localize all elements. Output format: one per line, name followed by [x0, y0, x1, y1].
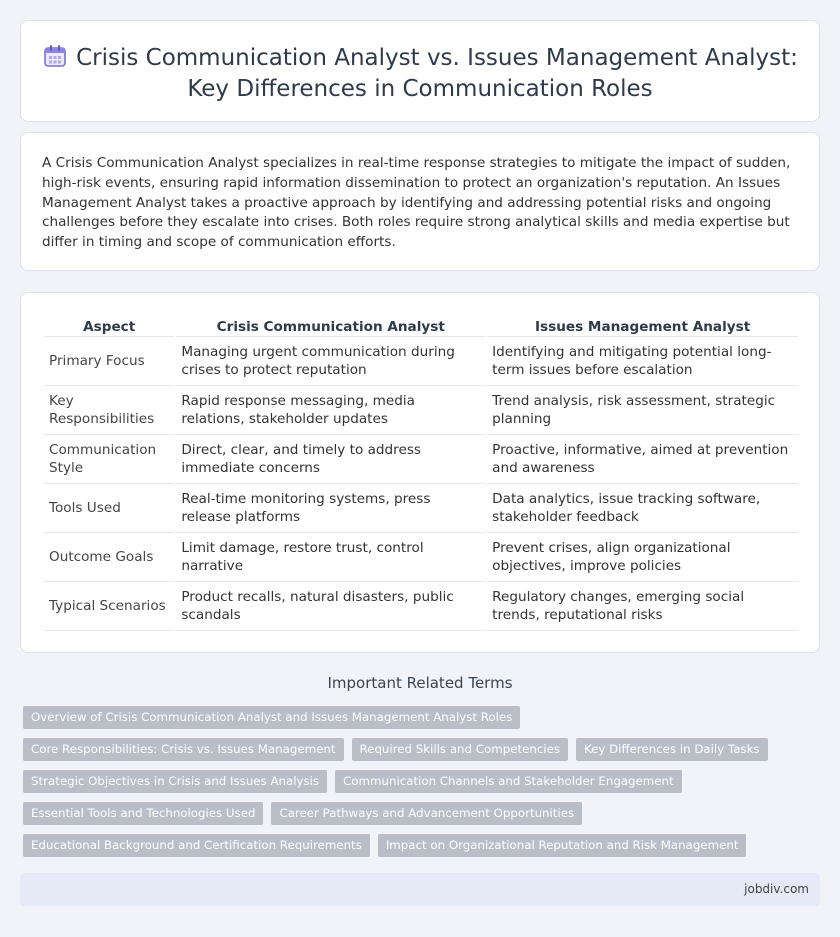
- intro-card: [20, 132, 820, 271]
- table-row: [44, 533, 798, 582]
- table-row: [44, 435, 798, 484]
- related-term-tag[interactable]: Required Skills and Competencies: [352, 738, 568, 761]
- crisis-cell: Rapid response messaging, media relations, stakeholder updates: [176, 386, 485, 435]
- related-term-tag[interactable]: Essential Tools and Technologies Used: [23, 802, 263, 825]
- related-term-tag[interactable]: Educational Background and Certification Requirements: [23, 834, 370, 857]
- aspect-cell: Outcome Goals: [44, 533, 174, 582]
- table-row: [44, 484, 798, 533]
- related-terms-heading: Important Related Terms: [327, 674, 513, 692]
- crisis-cell: Managing urgent communication during crises to protect reputation: [176, 337, 485, 386]
- footer-site-link[interactable]: jobdiv.com: [744, 882, 809, 896]
- table-row: [44, 386, 798, 435]
- related-term-tag[interactable]: Core Responsibilities: Crisis vs. Issues Management: [23, 738, 344, 761]
- aspect-cell: Primary Focus: [44, 337, 174, 386]
- aspect-cell: Key Responsibilities: [44, 386, 174, 435]
- table-header-row: [44, 315, 798, 337]
- crisis-cell: Limit damage, restore trust, control narrative: [176, 533, 485, 582]
- issues-cell: Trend analysis, risk assessment, strategic planning: [487, 386, 798, 435]
- related-term-tag[interactable]: Impact on Organizational Reputation and Risk Management: [378, 834, 747, 857]
- column-header: Crisis Communication Analyst: [176, 315, 485, 337]
- footer: [20, 873, 820, 906]
- crisis-cell: Real-time monitoring systems, press release platforms: [176, 484, 485, 533]
- aspect-cell: Typical Scenarios: [44, 582, 174, 631]
- issues-cell: Prevent crises, align organizational objectives, improve policies: [487, 533, 798, 582]
- related-term-tag[interactable]: Communication Channels and Stakeholder Engagement: [335, 770, 682, 793]
- related-term-tag[interactable]: Strategic Objectives in Crisis and Issues Analysis: [23, 770, 327, 793]
- issues-cell: Data analytics, issue tracking software, stakeholder feedback: [487, 484, 798, 533]
- related-term-tag[interactable]: Key Differences in Daily Tasks: [576, 738, 768, 761]
- table-row: [44, 582, 798, 631]
- page-title-text: Crisis Communication Analyst vs. Issues Management Analyst: Key Differences in Communication Roles: [76, 45, 798, 102]
- comparison-card: [20, 292, 820, 653]
- page-title: [21, 43, 819, 105]
- issues-cell: Regulatory changes, emerging social trends, reputational risks: [487, 582, 798, 631]
- related-term-tag[interactable]: Career Pathways and Advancement Opportunities: [271, 802, 582, 825]
- related-term-tag[interactable]: Overview of Crisis Communication Analyst and Issues Management Analyst Roles: [23, 706, 520, 729]
- issues-cell: Proactive, informative, aimed at prevention and awareness: [487, 435, 798, 484]
- calendar-icon: [42, 43, 68, 69]
- aspect-cell: Tools Used: [44, 484, 174, 533]
- issues-cell: Identifying and mitigating potential long-term issues before escalation: [487, 337, 798, 386]
- title-card: [20, 20, 820, 122]
- crisis-cell: Product recalls, natural disasters, public scandals: [176, 582, 485, 631]
- comparison-table: [42, 315, 800, 631]
- table-row: [44, 337, 798, 386]
- intro-paragraph: A Crisis Communication Analyst specializes in real-time response strategies to mitigate the impact of sudden, high-risk events, ensuring rapid information dissemination to protect an organization's reputation. An Issues Management Analyst takes a proactive approach by identifying and addressing potential risks and ongoing challenges before they escalate into crises. Both roles require strong analytical skills and media expertise but differ in timing and scope of communication efforts.: [42, 155, 791, 251]
- column-header: Issues Management Analyst: [487, 315, 798, 337]
- related-terms-list: [23, 706, 783, 857]
- aspect-cell: Communication Style: [44, 435, 174, 484]
- column-header: Aspect: [44, 315, 174, 337]
- crisis-cell: Direct, clear, and timely to address immediate concerns: [176, 435, 485, 484]
